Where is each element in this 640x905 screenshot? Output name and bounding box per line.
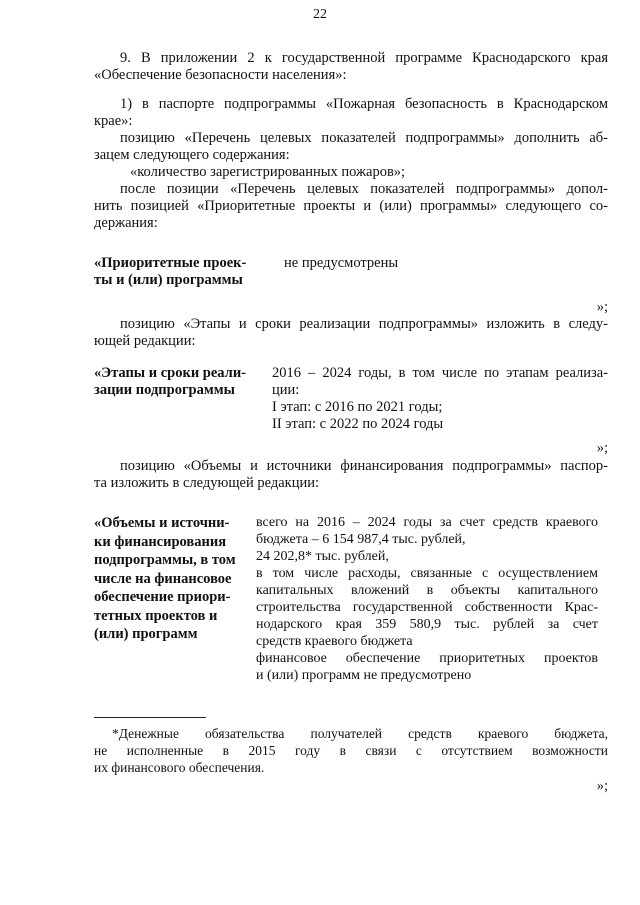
quote-fires: «количество зарегистрированных пожаров»; (130, 164, 406, 180)
funding-value-line: средств краевого бюджета (256, 634, 413, 649)
funding-value-line: всего на 2016 – 2024 годы за счет средств краевого (256, 515, 598, 530)
priority-label-line-1: «Приоритетные проек- (94, 255, 247, 271)
stages-label (94, 365, 259, 399)
page-number: 22 (313, 7, 327, 22)
footnote-line-1: *Денежные обязательства получателей средств краевого бюджета, (112, 726, 608, 741)
stages-value (272, 365, 608, 433)
footnote-divider (94, 717, 206, 718)
funding-label-line: «Объемы и источни- (94, 515, 230, 531)
funding-label-line: числе на финансовое (94, 570, 232, 587)
funding-label-line: обеспечение приори- (94, 589, 231, 605)
funding-value-line: 24 202,8* тыс. рублей, (256, 549, 389, 564)
stages-value-line-4: II этап: с 2022 по 2024 годы (272, 416, 444, 432)
funding-label-line: (или) программ (94, 626, 198, 642)
funding-value-line: капитальных вложений в объекты капитального (256, 583, 598, 598)
priority-closing: »; (596, 299, 608, 315)
final-closing: »; (596, 778, 608, 794)
after-position-paragraph (94, 181, 608, 232)
funding-value (256, 514, 598, 684)
after-position-line-3: держания: (94, 215, 158, 231)
stages-closing: »; (596, 440, 608, 456)
funding-label (94, 514, 249, 644)
item-9-paragraph (94, 50, 608, 84)
footnote-line-3: их финансового обеспечения. (94, 760, 265, 775)
position-targets-line-2: зацем следующего содержания: (94, 147, 290, 163)
position-targets-line-1: позицию «Перечень целевых показателей подпрограммы» дополнить аб- (120, 130, 608, 146)
stages-intro-line-2: ющей редакции: (94, 333, 196, 349)
item-1-line-1: 1) в паспорте подпрограммы «Пожарная безопасность в Краснодарском (120, 96, 608, 112)
funding-intro-line-2: та изложить в следующей редакции: (94, 475, 320, 491)
funding-value-line: и (или) программ не предусмотрено (256, 668, 472, 683)
funding-value-line: строительства государственной собственности Крас- (256, 600, 598, 615)
stages-label-line-2: зации подпрограммы (94, 382, 235, 398)
stages-intro-paragraph (94, 316, 608, 350)
stages-intro-line-1: позицию «Этапы и сроки реализации подпрограммы» изложить в следу- (120, 316, 608, 332)
stages-value-line-1: 2016 – 2024 годы, в том числе по этапам реализа- (272, 365, 608, 381)
funding-value-line: нодарского края 359 580,9 тыс. рублей за счет (256, 617, 598, 632)
funding-value-line: финансовое обеспечение приоритетных проектов (256, 651, 598, 666)
footnote (94, 725, 608, 776)
priority-projects-label (94, 255, 264, 289)
priority-projects-value: не предусмотрены (284, 255, 399, 271)
item-9-line-2: «Обеспечение безопасности населения»: (94, 67, 347, 83)
item-9-line-1: 9. В приложении 2 к государственной программе Краснодарского края (120, 50, 608, 66)
stages-label-line-1: «Этапы и сроки реали- (94, 365, 247, 381)
stages-value-line-3: I этап: с 2016 по 2021 годы; (272, 399, 443, 415)
funding-label-line: ки финансирования (94, 533, 227, 550)
after-position-line-1: после позиции «Перечень целевых показателей подпрограммы» допол- (120, 181, 608, 197)
funding-value-line: в том числе расходы, связанные с осуществлением (256, 566, 598, 581)
funding-intro-paragraph (94, 458, 608, 492)
priority-label-line-2: ты и (или) программы (94, 272, 243, 288)
funding-label-line: тетных проектов и (94, 607, 218, 624)
funding-intro-line-1: позицию «Объемы и источники финансирования подпрограммы» паспор- (120, 458, 608, 474)
stages-value-line-2: ции: (272, 382, 300, 398)
funding-label-line: подпрограммы, в том (94, 552, 236, 568)
funding-value-line: бюджета – 6 154 987,4 тыс. рублей, (256, 532, 466, 547)
after-position-line-2: нить позицией «Приоритетные проекты и (или) программы» следующего со- (94, 198, 608, 214)
footnote-line-2: не исполненные в 2015 году в связи с отсутствием возможности (94, 743, 608, 758)
position-targets-paragraph (94, 130, 608, 164)
item-1-line-2: крае»: (94, 113, 133, 129)
item-1-paragraph (94, 96, 608, 130)
